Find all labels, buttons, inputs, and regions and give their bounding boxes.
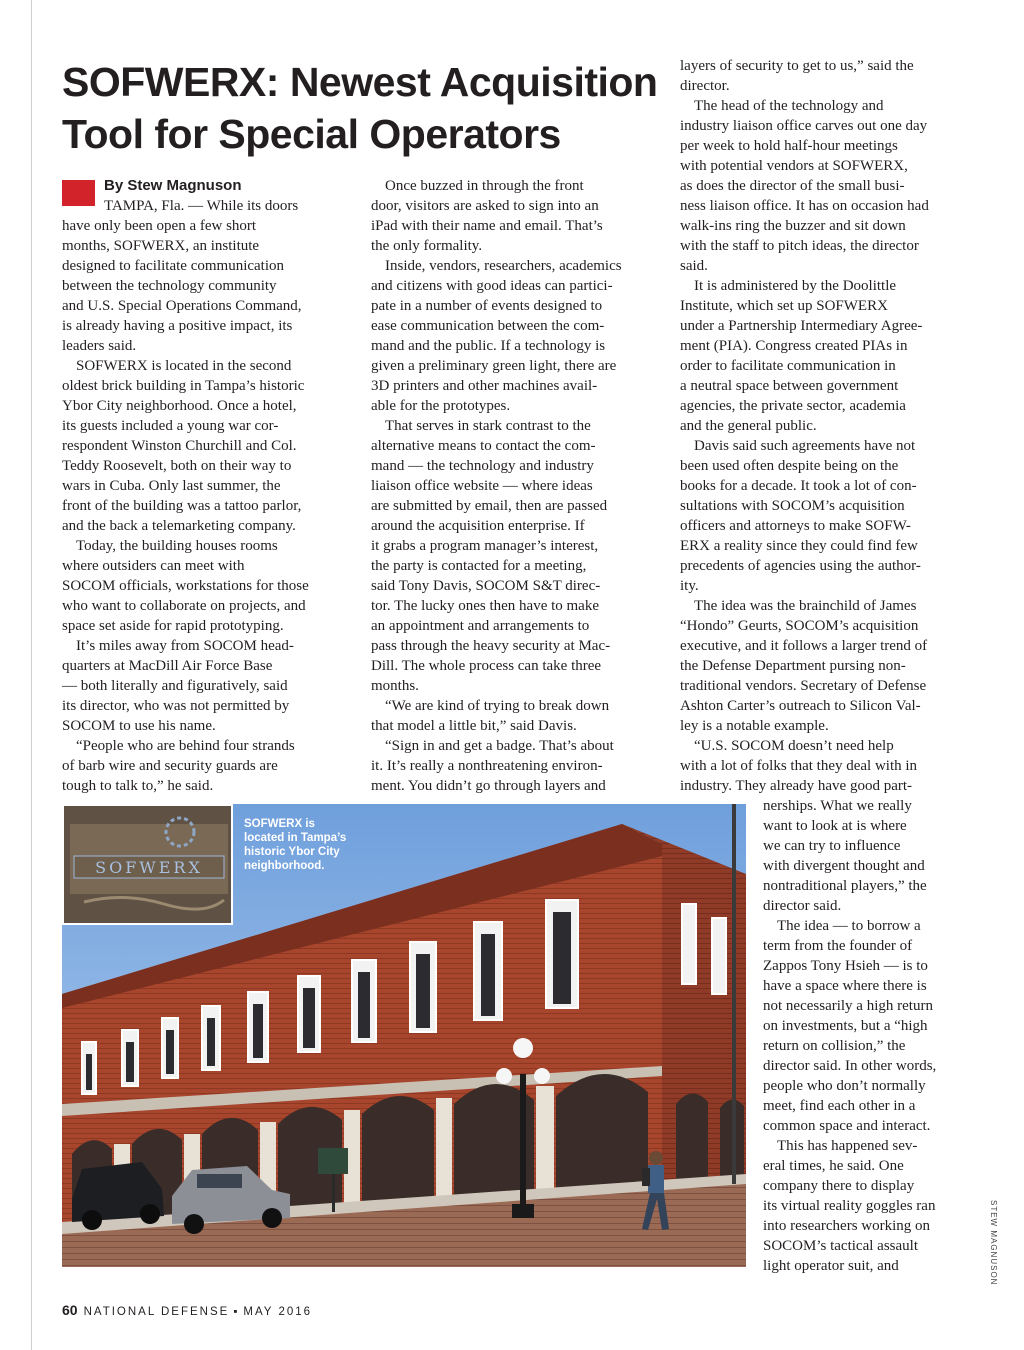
inset-sign-lettering: SOFWERX bbox=[95, 858, 203, 877]
article-line: have only been open a few short bbox=[62, 218, 257, 234]
article-line: pate in a number of events designed to bbox=[371, 298, 603, 314]
photo-caption: SOFWERX is located in Tampa’s historic Ybor City neighborhood. bbox=[244, 818, 347, 872]
article-line: “U.S. SOCOM doesn’t need help bbox=[694, 738, 894, 754]
article-line: precedents of agencies using the author- bbox=[680, 558, 921, 574]
article-line: not necessarily a high return bbox=[763, 998, 933, 1014]
article-line: TAMPA, Fla. — While its doors bbox=[104, 198, 299, 214]
article-column-3-narrow bbox=[763, 796, 963, 1276]
publication-name: NATIONAL DEFENSE bbox=[83, 1306, 230, 1318]
article-line: Zappos Tony Hsieh — is to bbox=[763, 958, 928, 974]
article-line: officers and attorneys to make SOFW- bbox=[680, 518, 911, 534]
article-line: industry liaison office carves out one day bbox=[680, 118, 928, 134]
article-line: That serves in stark contrast to the bbox=[385, 418, 591, 434]
article-line: alternative means to contact the com- bbox=[371, 438, 596, 454]
article-line: and the general public. bbox=[680, 418, 817, 434]
article-line: its virtual reality goggles ran bbox=[763, 1198, 936, 1214]
article-line: common space and interact. bbox=[763, 1118, 931, 1134]
article-line: layers of security to get to us,” said the bbox=[680, 58, 914, 74]
article-line: “People who are behind four strands bbox=[76, 738, 295, 754]
article-headline: SOFWERX: Newest Acquisition Tool for Special Operators bbox=[62, 59, 658, 157]
article-line: pass through the heavy security at Mac- bbox=[371, 638, 611, 654]
article-line: ity. bbox=[680, 578, 699, 594]
article-line: — both literally and figuratively, said bbox=[62, 678, 288, 694]
article-line: ease communication between the com- bbox=[371, 318, 605, 334]
article-line: have a space where there is bbox=[763, 978, 927, 994]
article-line: “Hondo” Geurts, SOCOM’s acquisition bbox=[680, 618, 919, 634]
article-line: “Sign in and get a badge. That’s about bbox=[385, 738, 614, 754]
article-line: and the back a telemarketing company. bbox=[62, 518, 296, 534]
article-line: as does the director of the small busi- bbox=[680, 178, 905, 194]
article-line: meet, find each other in a bbox=[763, 1098, 916, 1114]
article-line: eral times, he said. One bbox=[763, 1158, 904, 1174]
article-line: The head of the technology and bbox=[694, 98, 884, 114]
article-line: per week to hold half-hour meetings bbox=[680, 138, 898, 154]
article-line: It is administered by the Doolittle bbox=[694, 278, 897, 294]
article-line: it grabs a program manager’s interest, bbox=[371, 538, 599, 554]
article-line: people who don’t normally bbox=[763, 1078, 926, 1094]
article-line: tough to talk to,” he said. bbox=[62, 778, 214, 794]
article-line: said Tony Davis, SOCOM S&T direc- bbox=[371, 578, 601, 594]
article-line: into researchers working on bbox=[763, 1218, 931, 1234]
article-line: executive, and it follows a larger trend of bbox=[680, 638, 928, 654]
article-line: ness liaison office. It has on occasion had bbox=[680, 198, 929, 214]
article-line: Today, the building houses rooms bbox=[76, 538, 278, 554]
article-line: we can try to influence bbox=[763, 838, 901, 854]
article-line: The idea — to borrow a bbox=[777, 918, 921, 934]
article-line: SOCOM’s tactical assault bbox=[763, 1238, 918, 1254]
article-line: ley is a notable example. bbox=[680, 718, 829, 734]
article-line: SOCOM to use his name. bbox=[62, 718, 216, 734]
article-line: Dill. The whole process can take three bbox=[371, 658, 602, 674]
photo-credit: STEW MAGNUSON bbox=[989, 1200, 998, 1286]
article-line: company there to display bbox=[763, 1178, 915, 1194]
article-line: quarters at MacDill Air Force Base bbox=[62, 658, 273, 674]
article-line: order to facilitate communication in bbox=[680, 358, 896, 374]
article-line: industry. They already have good part- bbox=[680, 778, 913, 794]
article-line: with divergent thought and bbox=[763, 858, 925, 874]
article-line: SOFWERX is located in the second bbox=[76, 358, 292, 374]
article-line: The idea was the brainchild of James bbox=[694, 598, 917, 614]
article-line: able for the prototypes. bbox=[371, 398, 511, 414]
article-line: that model a little bit,” said Davis. bbox=[371, 718, 577, 734]
article-line: sultations with SOCOM’s acquisition bbox=[680, 498, 905, 514]
page-number: 60 bbox=[62, 1302, 78, 1318]
article-line: walk-ins ring the buzzer and sit down bbox=[680, 218, 906, 234]
article-line: with potential vendors at SOFWERX, bbox=[680, 158, 908, 174]
article-line: 3D printers and other machines avail- bbox=[371, 378, 598, 394]
article-line: ment (PIA). Congress created PIAs in bbox=[680, 338, 908, 354]
article-line: want to look at is where bbox=[763, 818, 907, 834]
article-line: space set aside for rapid prototyping. bbox=[62, 618, 284, 634]
article-line: light operator suit, and bbox=[763, 1258, 899, 1274]
article-line: term from the founder of bbox=[763, 938, 913, 954]
article-line: the Defense Department pursing non- bbox=[680, 658, 906, 674]
article-line: a neutral space between government bbox=[680, 378, 899, 394]
article-line: ment. You didn’t go through layers and bbox=[371, 778, 606, 794]
page-edge-rule bbox=[31, 0, 32, 1350]
article-line: months. bbox=[371, 678, 419, 694]
article-line: on investments, but a “high bbox=[763, 1018, 928, 1034]
article-line: under a Partnership Intermediary Agree- bbox=[680, 318, 923, 334]
article-line: agencies, the private sector, academia bbox=[680, 398, 906, 414]
article-line: between the technology community bbox=[62, 278, 277, 294]
article-column-2 bbox=[371, 176, 663, 796]
article-line: traditional vendors. Secretary of Defense bbox=[680, 678, 927, 694]
article-line: “We are kind of trying to break down bbox=[385, 698, 610, 714]
article-line: director said. In other words, bbox=[763, 1058, 937, 1074]
article-line: around the acquisition enterprise. If bbox=[371, 518, 585, 534]
article-line: iPad with their name and email. That’s bbox=[371, 218, 603, 234]
article-line: an appointment and arrangements to bbox=[371, 618, 590, 634]
article-line: and citizens with good ideas can partici- bbox=[371, 278, 613, 294]
article-line: books for a decade. It took a lot of con- bbox=[680, 478, 917, 494]
article-line: director said. bbox=[763, 898, 842, 914]
article-line: given a preliminary green light, there are bbox=[371, 358, 617, 374]
article-column-1 bbox=[62, 196, 354, 796]
article-line: the party is contacted for a meeting, bbox=[371, 558, 587, 574]
article-line: its director, who was not permitted by bbox=[62, 698, 290, 714]
article-line: designed to facilitate communication bbox=[62, 258, 285, 274]
article-line: who want to collaborate on projects, and bbox=[62, 598, 306, 614]
article-line: with a lot of folks that they deal with in bbox=[680, 758, 918, 774]
article-line: This has happened sev- bbox=[777, 1138, 918, 1154]
article-line: Once buzzed in through the front bbox=[385, 178, 584, 194]
article-line: Ashton Carter’s outreach to Silicon Val- bbox=[680, 698, 921, 714]
article-line: front of the building was a tattoo parlor, bbox=[62, 498, 302, 514]
footer-separator: ▪ bbox=[233, 1306, 240, 1318]
article-line: Teddy Roosevelt, both on their way to bbox=[62, 458, 292, 474]
article-line: respondent Winston Churchill and Col. bbox=[62, 438, 297, 454]
article-line: leaders said. bbox=[62, 338, 137, 354]
article-line: wars in Cuba. Only last summer, the bbox=[62, 478, 281, 494]
article-column-3 bbox=[680, 56, 972, 796]
article-line: director. bbox=[680, 78, 730, 94]
page-footer bbox=[62, 1302, 312, 1318]
article-line: said. bbox=[680, 258, 708, 274]
article-line: door, visitors are asked to sign into an bbox=[371, 198, 599, 214]
article-line: is already having a positive impact, its bbox=[62, 318, 293, 334]
article-line: nerships. What we really bbox=[763, 798, 912, 814]
article-line: Ybor City neighborhood. Once a hotel, bbox=[62, 398, 297, 414]
article-line: nontraditional players,” the bbox=[763, 878, 927, 894]
article-line: mand — the technology and industry bbox=[371, 458, 594, 474]
article-byline: By Stew Magnuson bbox=[104, 177, 242, 194]
article-line: return on collision,” the bbox=[763, 1038, 906, 1054]
article-line: the only formality. bbox=[371, 238, 483, 254]
article-line: liaison office website — where ideas bbox=[371, 478, 593, 494]
article-line: Davis said such agreements have not bbox=[694, 438, 916, 454]
article-line: months, SOFWERX, an institute bbox=[62, 238, 260, 254]
article-line: It’s miles away from SOCOM head- bbox=[76, 638, 294, 654]
article-line: been used often despite being on the bbox=[680, 458, 899, 474]
article-line: are submitted by email, then are passed bbox=[371, 498, 608, 514]
article-line: where outsiders can meet with bbox=[62, 558, 245, 574]
article-line: and U.S. Special Operations Command, bbox=[62, 298, 302, 314]
article-line: with the staff to pitch ideas, the director bbox=[680, 238, 919, 254]
sofwerx-sign-inset-photo bbox=[62, 804, 233, 925]
article-line: Institute, which set up SOFWERX bbox=[680, 298, 888, 314]
article-line: SOCOM officials, workstations for those bbox=[62, 578, 309, 594]
article-line: ERX a reality since they could find few bbox=[680, 538, 918, 554]
article-line: mand and the public. If a technology is bbox=[371, 338, 606, 354]
issue-date: MAY 2016 bbox=[243, 1306, 313, 1318]
article-line: of barb wire and security guards are bbox=[62, 758, 278, 774]
article-line: it. It’s really a nonthreatening environ- bbox=[371, 758, 603, 774]
article-line: tor. The lucky ones then have to make bbox=[371, 598, 599, 614]
article-line: Inside, vendors, researchers, academics bbox=[385, 258, 622, 274]
article-line: oldest brick building in Tampa’s historic bbox=[62, 378, 305, 394]
article-line: its guests included a young war cor- bbox=[62, 418, 279, 434]
